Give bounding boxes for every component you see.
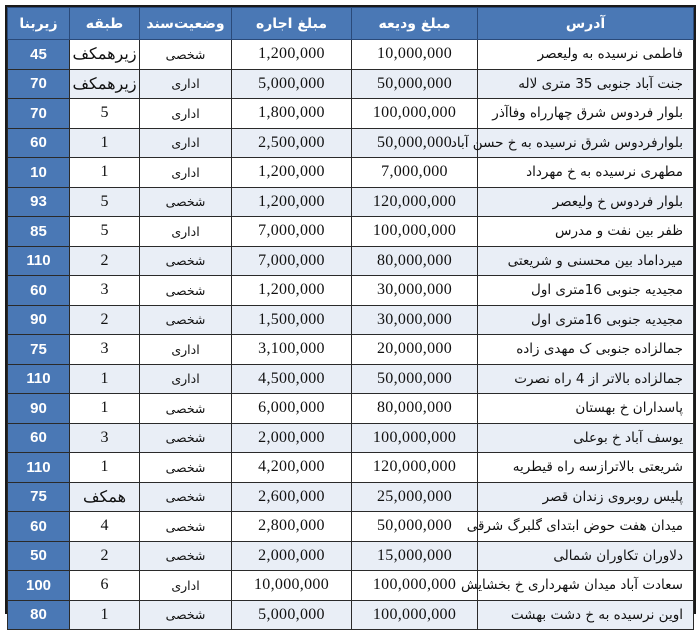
table-row [8, 541, 694, 571]
cell-address: میدان هفت حوض ابتدای گلبرگ شرقی [478, 512, 694, 542]
cell-rent: 1,200,000 [232, 40, 352, 70]
header-deposit: مبلغ ودیعه [352, 8, 478, 40]
table-row [8, 364, 694, 394]
cell-deposit: 50,000,000 [352, 69, 478, 99]
table-row [8, 335, 694, 365]
header-floor: طبقه [70, 8, 140, 40]
cell-document-status: اداری [140, 571, 232, 601]
header-document-status: وضعیت‌سند [140, 8, 232, 40]
cell-address: پلیس روبروی زندان قصر [478, 482, 694, 512]
table-body [8, 40, 694, 630]
table-row [8, 69, 694, 99]
cell-floor: 5 [70, 99, 140, 129]
cell-document-status: شخصی [140, 246, 232, 276]
cell-rent: 7,000,000 [232, 246, 352, 276]
cell-area: 75 [8, 335, 70, 365]
cell-area: 60 [8, 423, 70, 453]
cell-rent: 2,000,000 [232, 541, 352, 571]
cell-rent: 7,000,000 [232, 217, 352, 247]
cell-document-status: اداری [140, 364, 232, 394]
cell-deposit: 50,000,000 [352, 128, 478, 158]
cell-deposit: 20,000,000 [352, 335, 478, 365]
cell-rent: 1,200,000 [232, 158, 352, 188]
table-row [8, 600, 694, 630]
cell-rent: 10,000,000 [232, 571, 352, 601]
cell-document-status: اداری [140, 217, 232, 247]
cell-address: پاسداران خ بهستان [478, 394, 694, 424]
rental-listings-table [7, 7, 694, 630]
cell-deposit: 15,000,000 [352, 541, 478, 571]
table-row [8, 423, 694, 453]
cell-deposit: 10,000,000 [352, 40, 478, 70]
cell-floor: 2 [70, 246, 140, 276]
cell-address: یوسف آباد خ بوعلی [478, 423, 694, 453]
cell-area: 60 [8, 512, 70, 542]
cell-area: 50 [8, 541, 70, 571]
cell-floor: 1 [70, 158, 140, 188]
cell-floor: 1 [70, 128, 140, 158]
header-address: آدرس [478, 8, 694, 40]
cell-area: 90 [8, 305, 70, 335]
table-row [8, 246, 694, 276]
table-row [8, 128, 694, 158]
cell-document-status: شخصی [140, 453, 232, 483]
cell-deposit: 50,000,000 [352, 512, 478, 542]
cell-document-status: شخصی [140, 512, 232, 542]
cell-document-status: شخصی [140, 276, 232, 306]
cell-rent: 4,500,000 [232, 364, 352, 394]
cell-document-status: اداری [140, 335, 232, 365]
cell-rent: 4,200,000 [232, 453, 352, 483]
cell-address: جمالزاده جنوبی ک مهدی زاده [478, 335, 694, 365]
cell-floor: 1 [70, 394, 140, 424]
cell-floor: 3 [70, 276, 140, 306]
cell-rent: 5,000,000 [232, 69, 352, 99]
cell-deposit: 30,000,000 [352, 276, 478, 306]
cell-floor: 1 [70, 364, 140, 394]
cell-deposit: 120,000,000 [352, 187, 478, 217]
cell-document-status: شخصی [140, 423, 232, 453]
cell-document-status: اداری [140, 99, 232, 129]
cell-floor: 2 [70, 305, 140, 335]
cell-area: 110 [8, 246, 70, 276]
table-row [8, 571, 694, 601]
cell-deposit: 120,000,000 [352, 453, 478, 483]
cell-area: 80 [8, 600, 70, 630]
cell-area: 75 [8, 482, 70, 512]
cell-address: بلوارفردوس شرق نرسیده به خ حسن آباد [478, 128, 694, 158]
listing-table-frame [5, 5, 696, 624]
cell-rent: 3,100,000 [232, 335, 352, 365]
cell-address: بلوار فردوس شرق چهارراه وفاآذر [478, 99, 694, 129]
cell-address: سعادت آباد میدان شهرداری خ بخشایش [478, 571, 694, 601]
cell-address: فاطمی نرسیده به ولیعصر [478, 40, 694, 70]
cell-address: ظفر بین نفت و مدرس [478, 217, 694, 247]
cell-floor: 3 [70, 423, 140, 453]
cell-floor: 5 [70, 187, 140, 217]
cell-document-status: اداری [140, 69, 232, 99]
cell-floor: 1 [70, 453, 140, 483]
header-area: زیربنا [8, 8, 70, 40]
table-row [8, 305, 694, 335]
cell-area: 10 [8, 158, 70, 188]
header-row [8, 8, 694, 40]
cell-area: 70 [8, 99, 70, 129]
cell-address: دلاوران تکاوران شمالی [478, 541, 694, 571]
cell-rent: 1,200,000 [232, 276, 352, 306]
table-row [8, 99, 694, 129]
table-row [8, 40, 694, 70]
cell-document-status: شخصی [140, 40, 232, 70]
table-row [8, 453, 694, 483]
cell-address: شریعتی بالاترازسه راه قیطریه [478, 453, 694, 483]
table-row [8, 187, 694, 217]
cell-document-status: شخصی [140, 600, 232, 630]
cell-deposit: 100,000,000 [352, 217, 478, 247]
cell-rent: 1,200,000 [232, 187, 352, 217]
cell-address: جنت آباد جنوبی 35 متری لاله [478, 69, 694, 99]
cell-deposit: 100,000,000 [352, 423, 478, 453]
cell-floor: 2 [70, 541, 140, 571]
cell-deposit: 100,000,000 [352, 99, 478, 129]
cell-deposit: 100,000,000 [352, 571, 478, 601]
cell-deposit: 50,000,000 [352, 364, 478, 394]
cell-document-status: شخصی [140, 541, 232, 571]
cell-area: 90 [8, 394, 70, 424]
cell-deposit: 7,000,000 [352, 158, 478, 188]
cell-rent: 2,000,000 [232, 423, 352, 453]
cell-document-status: اداری [140, 128, 232, 158]
table-row [8, 512, 694, 542]
cell-area: 45 [8, 40, 70, 70]
cell-floor: زیرهمکف [70, 69, 140, 99]
cell-floor: 1 [70, 600, 140, 630]
cell-area: 60 [8, 128, 70, 158]
cell-rent: 2,800,000 [232, 512, 352, 542]
cell-document-status: اداری [140, 158, 232, 188]
table-row [8, 482, 694, 512]
cell-deposit: 80,000,000 [352, 394, 478, 424]
cell-address: اوین نرسیده به خ دشت بهشت [478, 600, 694, 630]
cell-area: 93 [8, 187, 70, 217]
cell-floor: 5 [70, 217, 140, 247]
cell-area: 100 [8, 571, 70, 601]
table-header [8, 8, 694, 40]
cell-address: مجیدیه جنوبی 16متری اول [478, 276, 694, 306]
cell-document-status: شخصی [140, 305, 232, 335]
cell-address: مجیدیه جنوبی 16متری اول [478, 305, 694, 335]
cell-deposit: 25,000,000 [352, 482, 478, 512]
cell-area: 60 [8, 276, 70, 306]
cell-rent: 5,000,000 [232, 600, 352, 630]
cell-address: میرداماد بین محسنی و شریعتی [478, 246, 694, 276]
cell-floor: 6 [70, 571, 140, 601]
cell-address: جمالزاده بالاتر از 4 راه نصرت [478, 364, 694, 394]
cell-floor: 3 [70, 335, 140, 365]
cell-floor: زیرهمکف [70, 40, 140, 70]
cell-rent: 6,000,000 [232, 394, 352, 424]
table-row [8, 394, 694, 424]
cell-address: بلوار فردوس خ ولیعصر [478, 187, 694, 217]
cell-document-status: شخصی [140, 482, 232, 512]
cell-rent: 2,500,000 [232, 128, 352, 158]
cell-area: 70 [8, 69, 70, 99]
cell-rent: 2,600,000 [232, 482, 352, 512]
table-row [8, 217, 694, 247]
cell-deposit: 30,000,000 [352, 305, 478, 335]
cell-rent: 1,500,000 [232, 305, 352, 335]
cell-rent: 1,800,000 [232, 99, 352, 129]
cell-address: مطهری نرسیده به خ مهرداد [478, 158, 694, 188]
cell-deposit: 80,000,000 [352, 246, 478, 276]
cell-document-status: شخصی [140, 187, 232, 217]
cell-deposit: 100,000,000 [352, 600, 478, 630]
header-rent: مبلغ اجاره [232, 8, 352, 40]
cell-area: 85 [8, 217, 70, 247]
cell-floor: همکف [70, 482, 140, 512]
table-row [8, 158, 694, 188]
table-row [8, 276, 694, 306]
cell-area: 110 [8, 364, 70, 394]
cell-area: 110 [8, 453, 70, 483]
cell-document-status: شخصی [140, 394, 232, 424]
cell-floor: 4 [70, 512, 140, 542]
